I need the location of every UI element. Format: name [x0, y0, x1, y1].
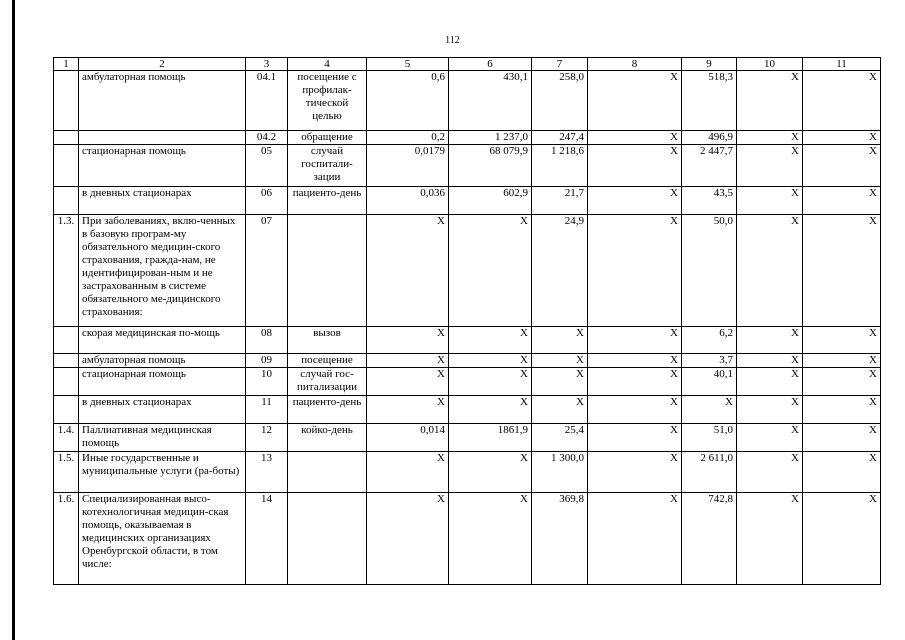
row-unit: обращение [288, 131, 367, 145]
cell-col11: Х [803, 131, 881, 145]
cell-col6: Х [449, 452, 532, 493]
cell-col8: Х [588, 215, 682, 327]
cell-col7: Х [532, 368, 588, 396]
cell-col5: Х [367, 452, 449, 493]
row-number: 1.4. [54, 424, 79, 452]
cell-col8: Х [588, 187, 682, 215]
header-row [54, 58, 881, 71]
cell-col7: Х [532, 327, 588, 354]
cell-col7: 369,8 [532, 493, 588, 585]
row-label: При заболеваниях, вклю-ченных в базовую програм-му обязательного медицин-ского страхования, гражда-нам, не идентифицирован-ным и не застрахованным в системе обязательного ме-дицинского страхования: [79, 215, 246, 327]
row-unit [288, 493, 367, 585]
row-unit: пациенто-день [288, 187, 367, 215]
header-cell: 10 [737, 58, 803, 71]
row-label: Специализированная высо-котехнологичная медицин-ская помощь, оказываемая в медицинских организациях Оренбургской области, в том числе: [79, 493, 246, 585]
cell-col6: 68 079,9 [449, 145, 532, 187]
cell-col11: Х [803, 452, 881, 493]
cell-col6: Х [449, 368, 532, 396]
row-unit: пациенто-день [288, 396, 367, 424]
cell-col8: Х [588, 452, 682, 493]
header-cell: 9 [682, 58, 737, 71]
cell-col9: 6,2 [682, 327, 737, 354]
row-code: 07 [246, 215, 288, 327]
row-number [54, 187, 79, 215]
cell-col11: Х [803, 145, 881, 187]
cell-col11: Х [803, 493, 881, 585]
row-unit: случай госпитали-зации [288, 145, 367, 187]
page-number: 112 [445, 35, 460, 46]
cell-col10: Х [737, 368, 803, 396]
row-number [54, 145, 79, 187]
cell-col5: Х [367, 368, 449, 396]
cell-col5: Х [367, 493, 449, 585]
cell-col8: Х [588, 354, 682, 368]
cell-col6: Х [449, 396, 532, 424]
row-number: 1.5. [54, 452, 79, 493]
cell-col10: Х [737, 452, 803, 493]
table-row [54, 145, 881, 187]
row-number [54, 131, 79, 145]
cell-col6: Х [449, 327, 532, 354]
cell-col10: Х [737, 354, 803, 368]
row-label: амбулаторная помощь [79, 354, 246, 368]
cell-col11: Х [803, 71, 881, 131]
cell-col5: 0,014 [367, 424, 449, 452]
row-code: 04.2 [246, 131, 288, 145]
cell-col5: 0,2 [367, 131, 449, 145]
data-table [53, 57, 881, 585]
cell-col9: 2 447,7 [682, 145, 737, 187]
row-number [54, 354, 79, 368]
cell-col9: 496,9 [682, 131, 737, 145]
header-cell: 6 [449, 58, 532, 71]
row-label: Паллиативная медицинская помощь [79, 424, 246, 452]
row-number [54, 396, 79, 424]
header-cell: 8 [588, 58, 682, 71]
cell-col5: Х [367, 354, 449, 368]
cell-col8: Х [588, 424, 682, 452]
cell-col8: Х [588, 145, 682, 187]
cell-col7: 247,4 [532, 131, 588, 145]
cell-col6: 1 237,0 [449, 131, 532, 145]
cell-col5: 0,6 [367, 71, 449, 131]
row-code: 10 [246, 368, 288, 396]
header-cell: 5 [367, 58, 449, 71]
row-unit: случай гос-питализации [288, 368, 367, 396]
row-code: 04.1 [246, 71, 288, 131]
row-label: скорая медицинская по-мощь [79, 327, 246, 354]
row-number [54, 327, 79, 354]
cell-col6: 602,9 [449, 187, 532, 215]
table-row [54, 71, 881, 131]
cell-col11: Х [803, 396, 881, 424]
cell-col8: Х [588, 396, 682, 424]
row-code: 06 [246, 187, 288, 215]
row-label [79, 131, 246, 145]
row-code: 14 [246, 493, 288, 585]
header-cell: 3 [246, 58, 288, 71]
cell-col7: 258,0 [532, 71, 588, 131]
cell-col5: 0,036 [367, 187, 449, 215]
table-row [54, 354, 881, 368]
cell-col9: 50,0 [682, 215, 737, 327]
cell-col10: Х [737, 327, 803, 354]
table-row [54, 493, 881, 585]
cell-col9: 43,5 [682, 187, 737, 215]
row-number [54, 368, 79, 396]
cell-col10: Х [737, 187, 803, 215]
table-row [54, 327, 881, 354]
cell-col10: Х [737, 71, 803, 131]
row-unit: посещение [288, 354, 367, 368]
cell-col11: Х [803, 187, 881, 215]
cell-col8: Х [588, 493, 682, 585]
cell-col9: 2 611,0 [682, 452, 737, 493]
row-number: 1.3. [54, 215, 79, 327]
cell-col7: 1 300,0 [532, 452, 588, 493]
row-code: 08 [246, 327, 288, 354]
row-label: в дневных стационарах [79, 396, 246, 424]
table-row [54, 424, 881, 452]
row-code: 13 [246, 452, 288, 493]
row-code: 12 [246, 424, 288, 452]
header-cell: 4 [288, 58, 367, 71]
cell-col11: Х [803, 354, 881, 368]
cell-col8: Х [588, 327, 682, 354]
cell-col7: Х [532, 354, 588, 368]
table-row [54, 187, 881, 215]
header-cell: 2 [79, 58, 246, 71]
row-unit [288, 452, 367, 493]
header-cell: 11 [803, 58, 881, 71]
cell-col9: 518,3 [682, 71, 737, 131]
cell-col5: Х [367, 396, 449, 424]
cell-col7: Х [532, 396, 588, 424]
cell-col6: 430,1 [449, 71, 532, 131]
row-label: в дневных стационарах [79, 187, 246, 215]
cell-col10: Х [737, 145, 803, 187]
cell-col9: Х [682, 396, 737, 424]
cell-col11: Х [803, 368, 881, 396]
cell-col8: Х [588, 131, 682, 145]
cell-col11: Х [803, 327, 881, 354]
cell-col7: 25,4 [532, 424, 588, 452]
cell-col7: 21,7 [532, 187, 588, 215]
cell-col9: 51,0 [682, 424, 737, 452]
cell-col7: 1 218,6 [532, 145, 588, 187]
cell-col5: Х [367, 215, 449, 327]
row-label: стационарная помощь [79, 368, 246, 396]
row-code: 11 [246, 396, 288, 424]
cell-col11: Х [803, 215, 881, 327]
cell-col6: Х [449, 215, 532, 327]
header-cell: 7 [532, 58, 588, 71]
row-number [54, 71, 79, 131]
row-label: амбулаторная помощь [79, 71, 246, 131]
cell-col7: 24,9 [532, 215, 588, 327]
table-row [54, 368, 881, 396]
row-unit [288, 215, 367, 327]
cell-col10: Х [737, 493, 803, 585]
table-row [54, 396, 881, 424]
table-row [54, 452, 881, 493]
cell-col6: 1861,9 [449, 424, 532, 452]
cell-col10: Х [737, 396, 803, 424]
cell-col5: 0,0179 [367, 145, 449, 187]
cell-col6: Х [449, 493, 532, 585]
cell-col10: Х [737, 131, 803, 145]
cell-col9: 40,1 [682, 368, 737, 396]
header-cell: 1 [54, 58, 79, 71]
cell-col5: Х [367, 327, 449, 354]
row-unit: койко-день [288, 424, 367, 452]
cell-col6: Х [449, 354, 532, 368]
row-label: Иные государственные и муниципальные услуги (ра-боты) [79, 452, 246, 493]
cell-col8: Х [588, 71, 682, 131]
cell-col9: 742,8 [682, 493, 737, 585]
table-row [54, 215, 881, 327]
row-unit: вызов [288, 327, 367, 354]
table-row [54, 131, 881, 145]
row-code: 09 [246, 354, 288, 368]
cell-col11: Х [803, 424, 881, 452]
cell-col8: Х [588, 368, 682, 396]
cell-col10: Х [737, 215, 803, 327]
row-number: 1.6. [54, 493, 79, 585]
row-code: 05 [246, 145, 288, 187]
row-unit: посещение с профилак-тической целью [288, 71, 367, 131]
row-label: стационарная помощь [79, 145, 246, 187]
cell-col9: 3,7 [682, 354, 737, 368]
cell-col10: Х [737, 424, 803, 452]
left-margin-bar [12, 0, 15, 640]
